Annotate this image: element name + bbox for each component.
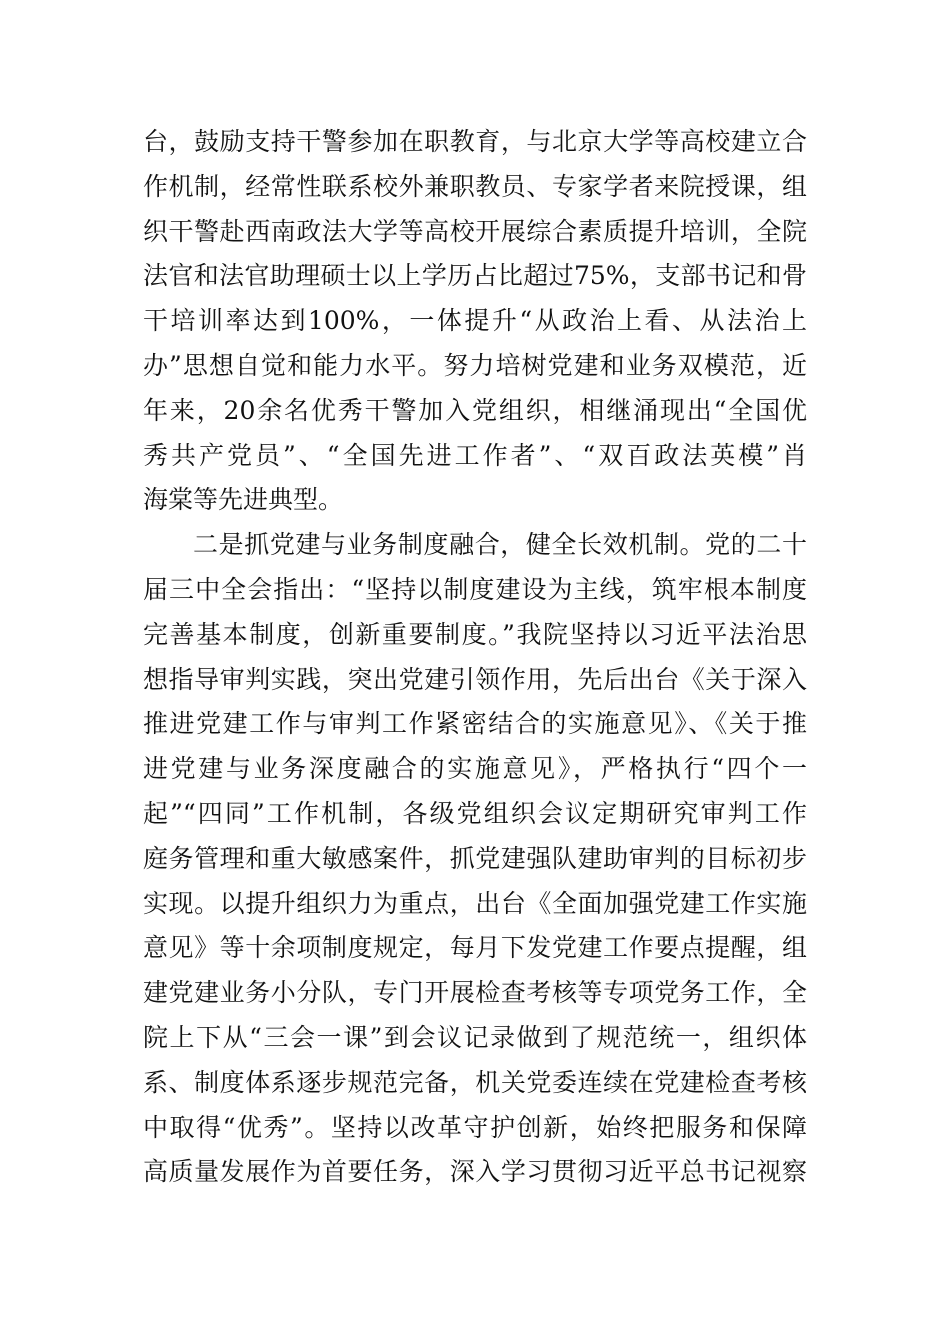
text-line: 实现。以提升组织力为重点，出台《全面加强党建工作实施 — [143, 888, 807, 918]
text-line: 意见》等十余项制度规定，每月下发党建工作要点提醒，组 — [143, 933, 807, 963]
text-line: 中取得“优秀”。坚持以改革守护创新，始终把服务和保障 — [143, 1112, 807, 1142]
text-line: 进党建与业务深度融合的实施意见》，严格执行“四个一 — [143, 754, 807, 784]
text-line: 高质量发展作为首要任务，深入学习贯彻习近平总书记视察 — [143, 1157, 807, 1187]
text-line: 推进党建工作与审判工作紧密结合的实施意见》、《关于推 — [143, 709, 807, 739]
body-text — [143, 120, 807, 1195]
text-line: 办”思想自觉和能力水平。努力培树党建和业务双模范，近 — [143, 350, 807, 380]
text-line: 起”“四同”工作机制，各级党组织会议定期研究审判工作 — [143, 798, 807, 828]
text-line: 想指导审判实践，突出党建引领作用，先后出台《关于深入 — [143, 664, 807, 694]
text-line: 秀共产党员”、“全国先进工作者”、“双百政法英模”肖 — [143, 440, 807, 470]
text-line: 年来，20余名优秀干警加入党组织，相继涌现出“全国优 — [143, 395, 807, 425]
text-line: 干培训率达到100%，一体提升“从政治上看、从法治上 — [143, 306, 807, 336]
text-line: 庭务管理和重大敏感案件，抓党建强队建助审判的目标初步 — [143, 843, 807, 873]
paragraph-start-line: 二是抓党建与业务制度融合，健全长效机制。党的二十 — [193, 530, 807, 560]
text-line: 院上下从“三会一课”到会议记录做到了规范统一，组织体 — [143, 1022, 807, 1052]
text-line: 作机制，经常性联系校外兼职教员、专家学者来院授课，组 — [143, 171, 807, 201]
text-line: 系、制度体系逐步规范完备，机关党委连续在党建检查考核 — [143, 1067, 807, 1097]
text-line: 完善基本制度，创新重要制度。”我院坚持以习近平法治思 — [143, 619, 807, 649]
text-line: 届三中全会指出：“坚持以制度建设为主线，筑牢根本制度 — [143, 574, 807, 604]
text-line: 建党建业务小分队，专门开展检查考核等专项党务工作，全 — [143, 978, 807, 1008]
paragraph-end-line: 海棠等先进典型。 — [143, 485, 344, 515]
text-line: 织干警赴西南政法大学等高校开展综合素质提升培训，全院 — [143, 216, 807, 246]
text-line: 法官和法官助理硕士以上学历占比超过75%，支部书记和骨 — [143, 261, 807, 291]
text-line: 台，鼓励支持干警参加在职教育，与北京大学等高校建立合 — [143, 127, 807, 156]
